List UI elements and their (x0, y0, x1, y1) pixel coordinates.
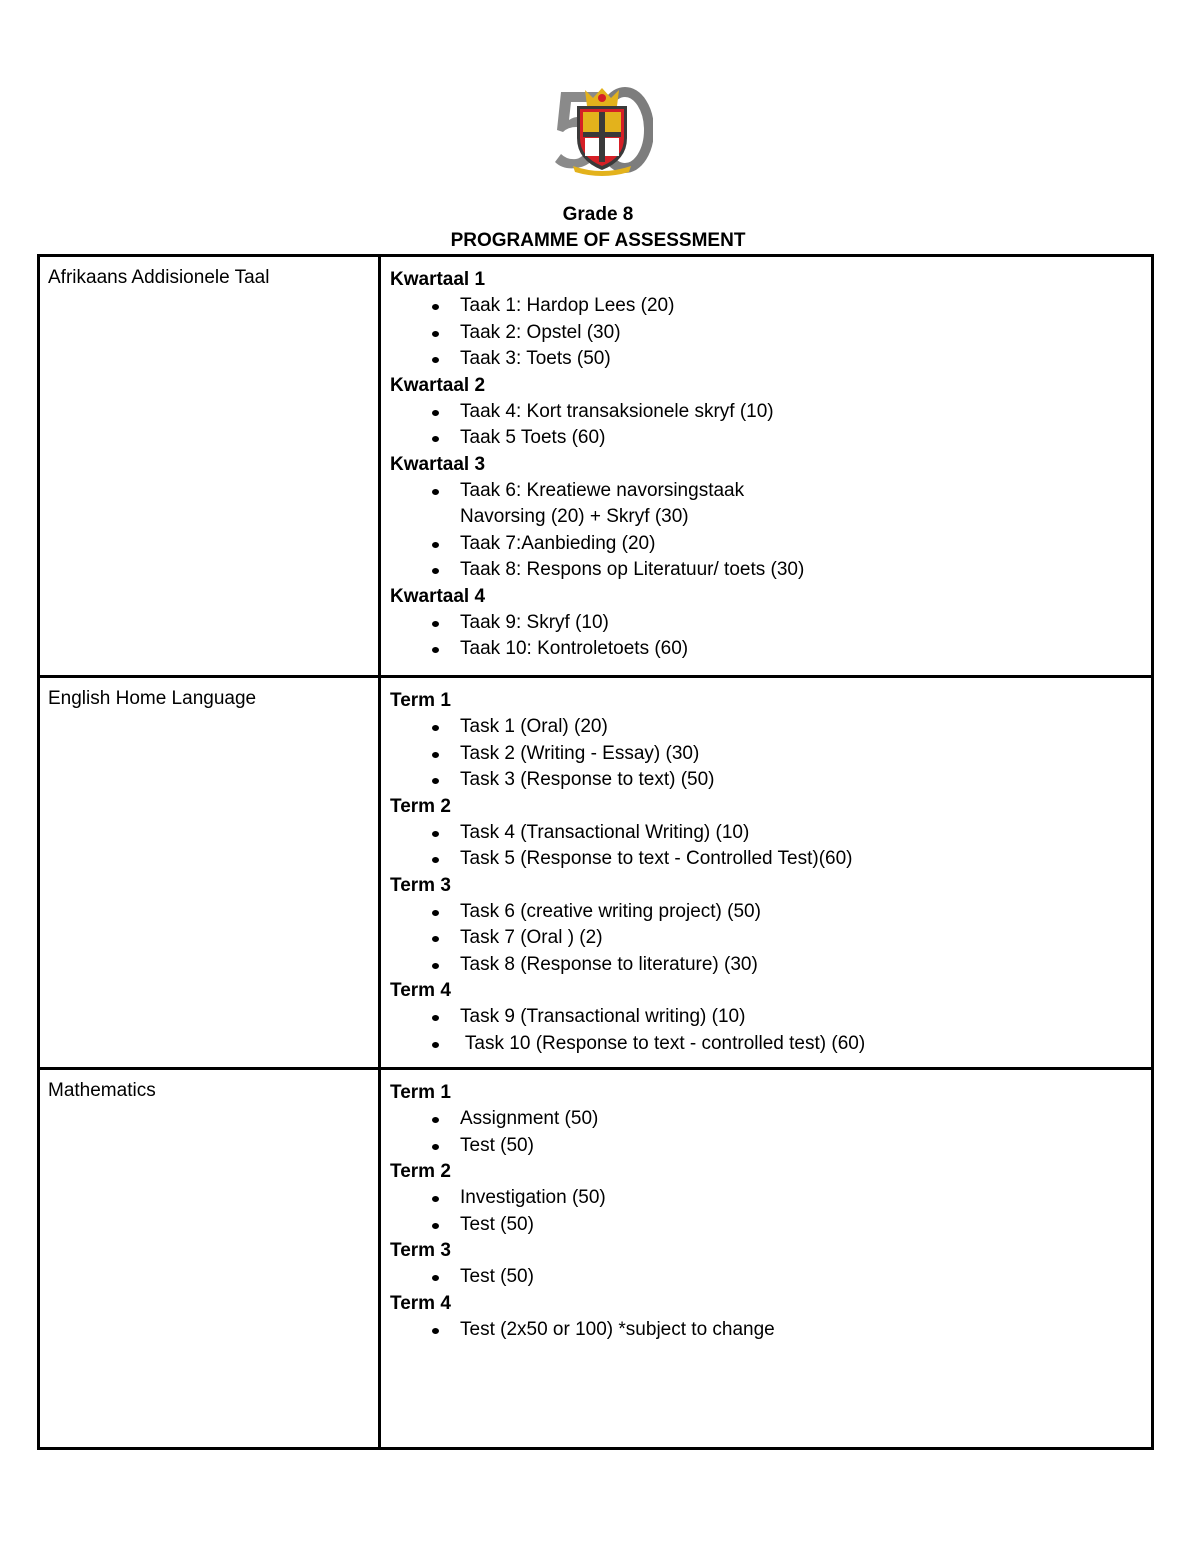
school-crest-logo (549, 86, 653, 178)
document-header (0, 202, 1196, 254)
task-item: Taak 10: Kontroletoets (60) (390, 636, 1151, 663)
period-label: Term 1 (390, 1082, 451, 1103)
task-list (390, 293, 1151, 373)
table-row-afrikaans (39, 256, 1153, 677)
task-item: Task 4 (Transactional Writing) (10) (390, 820, 1151, 847)
task-list (390, 714, 1151, 794)
task-list (390, 399, 1151, 452)
task-item: Test (50) (390, 1264, 1151, 1291)
task-item: Task 3 (Response to text) (50) (390, 767, 1151, 794)
task-list (390, 1317, 1151, 1344)
task-continuation: Navorsing (20) + Skryf (30) (460, 506, 689, 527)
task-list (390, 1185, 1151, 1238)
document-title: PROGRAMME OF ASSESSMENT (450, 230, 746, 251)
task-item: Test (50) (390, 1133, 1151, 1160)
task-item: Taak 3: Toets (50) (390, 346, 1151, 373)
subject-name: Mathematics (39, 1069, 380, 1449)
period-label: Kwartaal 4 (390, 585, 486, 607)
assessment-plan (380, 1069, 1153, 1449)
task-item: Task 7 (Oral ) (2) (390, 925, 1151, 952)
period-label: Term 4 (390, 1292, 451, 1314)
task-list (390, 478, 1151, 584)
task-item: Test (2x50 or 100) *subject to change (390, 1317, 1151, 1344)
task-item: Taak 1: Hardop Lees (20) (390, 293, 1151, 320)
task-list (390, 899, 1151, 979)
period-label: Term 3 (390, 874, 451, 896)
period-label: Term 2 (390, 1161, 451, 1182)
task-item: Taak 8: Respons op Literatuur/ toets (30) (390, 557, 1151, 584)
task-item: Task 10 (Response to text - controlled test) (60) (390, 1031, 1151, 1058)
task-list (390, 1004, 1151, 1057)
period-label: Kwartaal 2 (390, 374, 486, 396)
task-list (390, 1106, 1151, 1159)
period-label: Term 3 (390, 1240, 451, 1261)
assessment-plan (380, 256, 1153, 677)
task-item: Task 9 (Transactional writing) (10) (390, 1004, 1151, 1031)
assessment-table (37, 254, 1154, 1450)
task-item: Taak 9: Skryf (10) (390, 610, 1151, 637)
task-item (390, 478, 1151, 531)
table-row-english (39, 677, 1153, 1069)
task-item: Taak 7:Aanbieding (20) (390, 531, 1151, 558)
period-label: Kwartaal 1 (390, 269, 486, 290)
subject-name: English Home Language (39, 677, 380, 1069)
task-item: Investigation (50) (390, 1185, 1151, 1212)
period-label: Term 4 (390, 980, 451, 1001)
grade-heading: Grade 8 (562, 204, 634, 225)
task-item: Task 1 (Oral) (20) (390, 714, 1151, 741)
task-item: Assignment (50) (390, 1106, 1151, 1133)
task-item: Task 6 (creative writing project) (50) (390, 899, 1151, 926)
task-list (390, 820, 1151, 873)
task-item: Task 2 (Writing - Essay) (30) (390, 741, 1151, 768)
subject-name: Afrikaans Addisionele Taal (39, 256, 380, 677)
period-label: Term 1 (390, 690, 451, 711)
task-item: Taak 2: Opstel (30) (390, 320, 1151, 347)
assessment-plan (380, 677, 1153, 1069)
period-label: Term 2 (390, 795, 451, 817)
task-item: Taak 4: Kort transaksionele skryf (10) (390, 399, 1151, 426)
task-text: Taak 6: Kreatiewe navorsingstaak (460, 479, 745, 501)
task-list (390, 610, 1151, 663)
task-item: Task 8 (Response to literature) (30) (390, 952, 1151, 979)
task-list (390, 1264, 1151, 1291)
task-item: Task 5 (Response to text - Controlled Test)(60) (390, 846, 1151, 873)
period-label: Kwartaal 3 (390, 453, 486, 475)
task-item: Test (50) (390, 1212, 1151, 1239)
table-row-mathematics (39, 1069, 1153, 1449)
task-item: Taak 5 Toets (60) (390, 425, 1151, 452)
